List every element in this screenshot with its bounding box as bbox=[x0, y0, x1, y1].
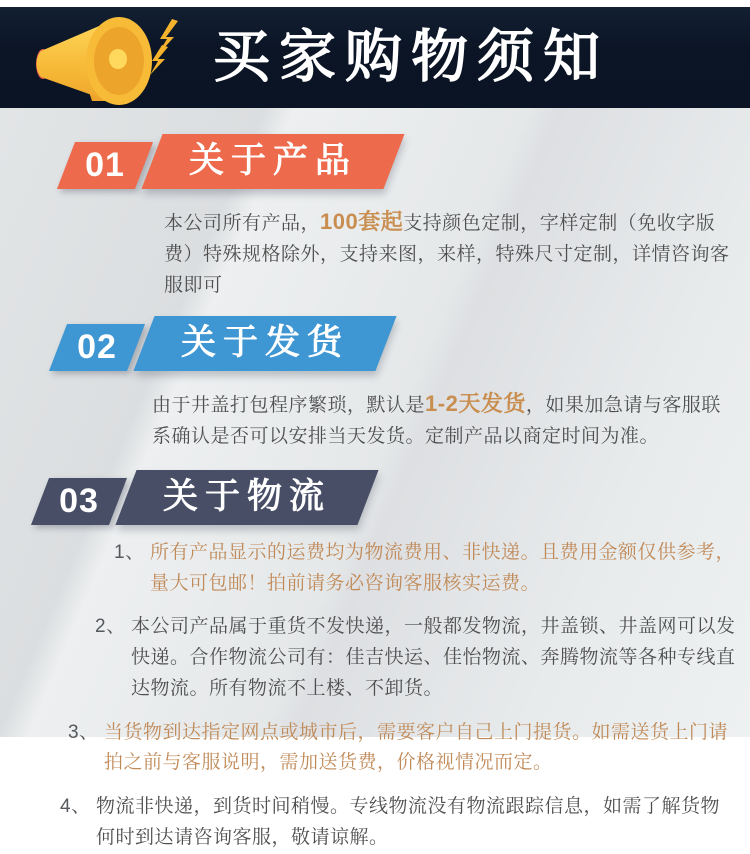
section-logistics-banner bbox=[0, 470, 750, 528]
section-logistics bbox=[0, 470, 750, 854]
section-title: 关于物流 bbox=[162, 476, 331, 516]
list-item-text: 本公司产品属于重货不发快递，一般都发物流，井盖锁、井盖网可以发快递。合作物流公司有：佳吉快运、佳怡物流、奔腾物流等各种专线直达物流。所有物流不上楼、不卸货。 bbox=[131, 616, 736, 699]
section-number-badge bbox=[31, 478, 127, 525]
section-product bbox=[0, 134, 750, 302]
list-item bbox=[68, 718, 736, 780]
section-number-badge bbox=[49, 324, 145, 371]
section-product-body bbox=[164, 204, 736, 302]
section-title: 关于发货 bbox=[180, 322, 349, 362]
list-item-number: 2、 bbox=[95, 616, 126, 638]
header-banner bbox=[0, 7, 750, 108]
lightning-icon bbox=[150, 19, 178, 75]
section-shipping bbox=[0, 316, 750, 453]
body-segment: 由于井盖打包程序繁琐，默认是 bbox=[152, 394, 426, 416]
page-title: 买家购物须知 bbox=[213, 25, 609, 89]
body-segment-highlight: 100套起 bbox=[320, 209, 404, 234]
list-item bbox=[60, 792, 736, 854]
megaphone-icon bbox=[26, 11, 194, 112]
list-item-number: 4、 bbox=[60, 796, 91, 818]
section-title-badge bbox=[115, 470, 378, 525]
top-strip bbox=[0, 0, 750, 7]
section-shipping-body bbox=[152, 386, 736, 453]
logistics-item-list bbox=[0, 538, 750, 854]
body-segment: 支持颜色定制，字样定制（免收字版费）特殊规格除外，支持来图，来样，特殊尺寸定制，详情咨询客服即可 bbox=[164, 213, 730, 296]
section-number: 03 bbox=[59, 481, 99, 520]
list-item-number: 1、 bbox=[114, 541, 145, 563]
body-segment-highlight: 1-2天发货 bbox=[425, 390, 526, 416]
list-item bbox=[114, 538, 736, 600]
section-number: 02 bbox=[77, 327, 117, 366]
list-item bbox=[95, 612, 736, 704]
list-item-text: 所有产品显示的运费均为物流费用、非快递。且费用金额仅供参考，量大可包邮！拍前请务必咨询客服核实运费。 bbox=[150, 541, 736, 594]
body-segment: ，如果加急请与客服联系确认是否可以安排当天发货。定制产品以商定时间为准。 bbox=[152, 394, 721, 447]
section-product-banner bbox=[0, 134, 750, 192]
section-number: 01 bbox=[85, 146, 125, 184]
section-title: 关于产品 bbox=[188, 141, 357, 180]
list-item-text: 物流非快递，到货时间稍慢。专线物流没有物流跟踪信息，如需了解货物何时到达请咨询客服，敬请谅解。 bbox=[96, 796, 721, 848]
body-segment: 本公司所有产品， bbox=[164, 213, 321, 234]
section-number-badge bbox=[57, 142, 153, 189]
list-item-number: 3、 bbox=[68, 721, 99, 743]
notice-content bbox=[0, 108, 750, 848]
section-title-badge bbox=[141, 134, 404, 189]
section-shipping-banner bbox=[0, 316, 750, 374]
section-title-badge bbox=[133, 316, 396, 371]
list-item-text: 当货物到达指定网点或城市后，需要客户自己上门提货。如需送货上门请拍之前与客服说明，需加送货费，价格视情况而定。 bbox=[104, 721, 729, 774]
